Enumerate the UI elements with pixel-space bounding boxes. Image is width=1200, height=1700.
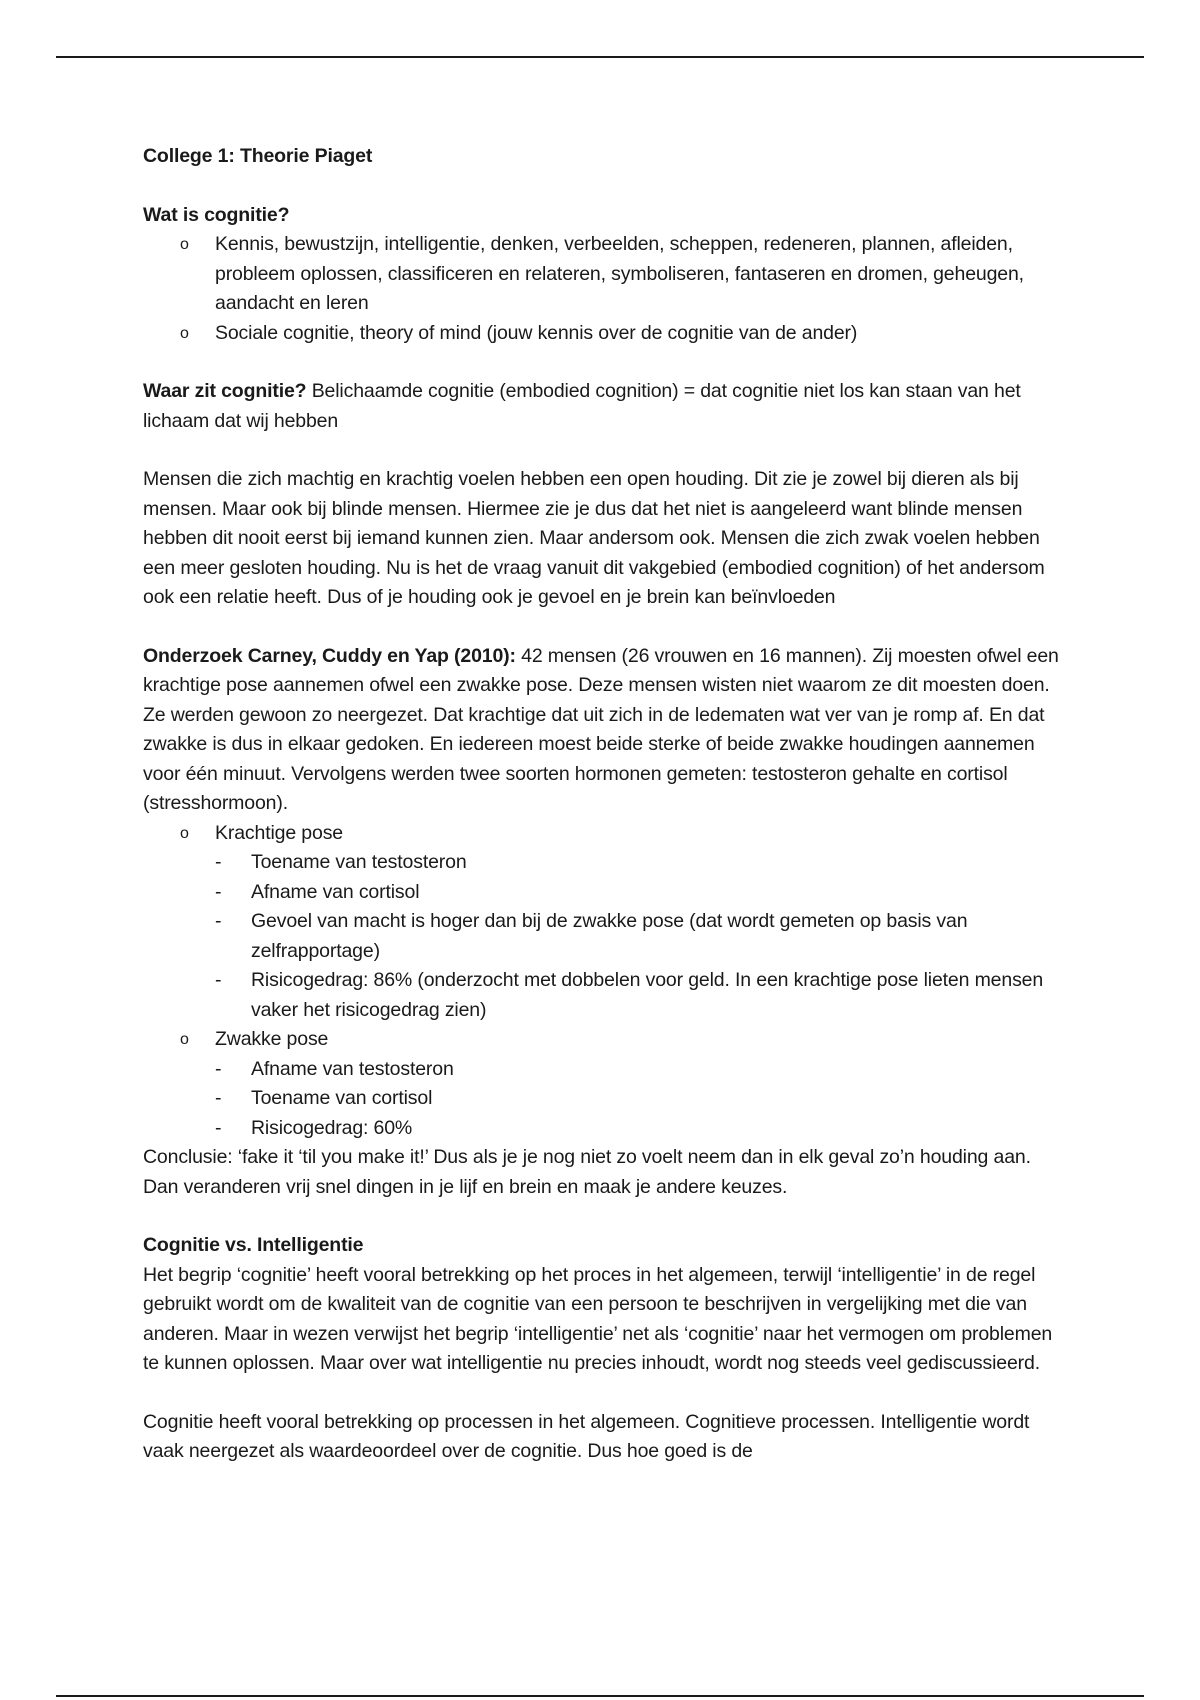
dash-list — [215, 848, 1068, 1025]
list-item: - Afname van cortisol — [215, 878, 1068, 908]
paragraph-cognition-vs-intelligence: Het begrip ‘cognitie’ heeft vooral betrekking op het proces in het algemeen, terwijl ‘intelligentie’ in de regel gebruikt wordt om de kwaliteit van de cognitie van een persoon te beschrijven in vergelijking met die van anderen. Maar in wezen verwijst het begrip ‘intelligentie’ net als ‘cognitie’ naar het vermogen om problemen te kunnen oplossen. Maar over wat intelligentie nu precies inhoudt, wordt nog steeds veel gediscussieerd. — [143, 1263, 1053, 1374]
footer-rule — [56, 1695, 1144, 1697]
bullet-list — [143, 230, 1068, 348]
list-item-strong-pose: o Krachtige pose - Toename van testosteron - Afname van cortisol - Gevoel van macht is hoger dan bij de zwakke pose (dat wordt gemeten op basis van zelfrapportage) - Risicogedrag: 86% (onderzocht met dobbelen voor geld. In een krachtige pose lieten mensen vaker het risicogedrag zien) — [143, 819, 1068, 1026]
header-rule — [56, 56, 1144, 58]
document-body — [143, 142, 1068, 1467]
paragraph-conclusion: Conclusie: ‘fake it ‘til you make it!’ Dus als je je nog niet zo voelt neem dan in elk geval zo’n houding aan. Dan veranderen vrij snel dingen in je lijf en brein en maak je andere keuzes. — [143, 1146, 1031, 1198]
list-item: - Toename van cortisol — [215, 1084, 1068, 1114]
paragraph-embodied: Waar zit cognitie? Belichaamde cognitie (embodied cognition) = dat cognitie niet los kan staan van het lichaam dat wij hebben — [143, 380, 1021, 432]
section-heading: Cognitie vs. Intelligentie — [143, 1234, 364, 1256]
list-item: - Toename van testosteron — [215, 848, 1068, 878]
paragraph-posture: Mensen die zich machtig en krachtig voelen hebben een open houding. Dit zie je zowel bij dieren als bij mensen. Maar ook bij blinde mensen. Hiermee zie je dus dat het niet is aangeleerd want blinde mensen hebben dit nooit eerst bij iemand kunnen zien. Maar andersom ook. Mensen die zich zwak voelen hebben een meer gesloten houding. Nu is het de vraag vanuit dit vakgebied (embodied cognition) of het andersom ook een relatie heeft. Dus of je houding ook je gevoel en je brein kan beïnvloeden — [143, 468, 1045, 608]
list-item: - Risicogedrag: 60% — [215, 1114, 1068, 1144]
document-title: College 1: Theorie Piaget — [143, 145, 373, 167]
dash-list — [215, 1055, 1068, 1144]
list-item: - Afname van testosteron — [215, 1055, 1068, 1085]
list-item: o Kennis, bewustzijn, intelligentie, denken, verbeelden, scheppen, redeneren, plannen, afleiden, probleem oplossen, classificeren en relateren, symboliseren, fantaseren en dromen, geheugen, aandacht en leren — [143, 230, 1068, 319]
paragraph-study: Onderzoek Carney, Cuddy en Yap (2010): 42 mensen (26 vrouwen en 16 mannen). Zij moesten ofwel een krachtige pose aannemen ofwel een zwakke pose. Deze mensen wisten niet waarom ze dit moesten doen. Ze werden gewoon zo neergezet. Dat krachtige dat uit zich in de ledematen wat ver van je romp af. En dat zwakke is dus in elkaar gedoken. En iedereen moest beide sterke of beide zwakke houdingen aannemen voor één minuut. Vervolgens werden twee soorten hormonen gemeten: testosteron gehalte en cortisol (stresshormoon). — [143, 644, 1059, 814]
bullet-list — [143, 819, 1068, 1144]
list-item: - Gevoel van macht is hoger dan bij de zwakke pose (dat wordt gemeten op basis van zelfrapportage) — [215, 907, 1068, 966]
list-item-weak-pose: o Zwakke pose - Afname van testosteron - Toename van cortisol - Risicogedrag: 60% — [143, 1025, 1068, 1143]
list-item: o Sociale cognitie, theory of mind (jouw kennis over de cognitie van de ander) — [143, 319, 1068, 349]
list-item: - Risicogedrag: 86% (onderzocht met dobbelen voor geld. In een krachtige pose lieten mensen vaker het risicogedrag zien) — [215, 966, 1068, 1025]
paragraph-processes: Cognitie heeft vooral betrekking op processen in het algemeen. Cognitieve processen. Intelligentie wordt vaak neergezet als waardeoordeel over de cognitie. Dus hoe goed is de — [143, 1410, 1030, 1462]
section-heading: Wat is cognitie? — [143, 203, 290, 226]
